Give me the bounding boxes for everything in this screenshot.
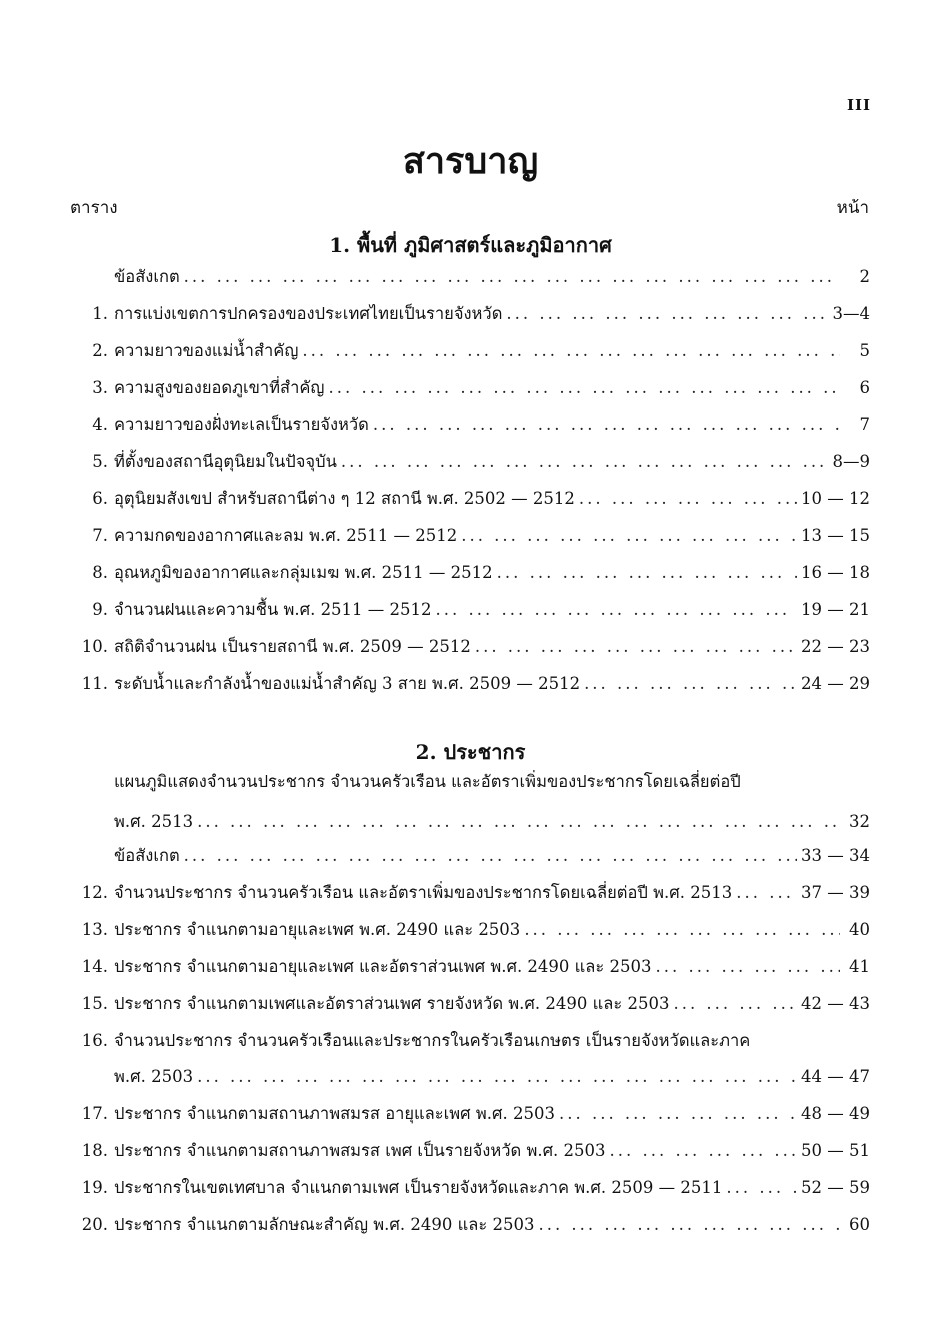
toc-entry-page: 42 — 43 bbox=[801, 994, 870, 1013]
toc-entry[interactable] bbox=[70, 845, 870, 882]
toc-entry-title: อุตุนิยมสังเขป สำหรับสถานีต่าง ๆ 12 สถานี พ.ศ. 2502 — 2512 bbox=[114, 489, 575, 508]
leader-dots bbox=[373, 414, 840, 436]
toc-entry-page: 10 — 12 bbox=[801, 489, 870, 508]
toc-entry-title: ข้อสังเกต bbox=[114, 846, 180, 865]
toc-entry-title: ประชากรในเขตเทศบาล จำแนกตามเพศ เป็นรายจังหวัดและภาค พ.ศ. 2509 — 2511 bbox=[114, 1178, 723, 1197]
leader-dots bbox=[506, 303, 828, 325]
toc-entry-title: ประชากร จำแนกตามสถานภาพสมรส อายุและเพศ พ.ศ. 2503 bbox=[114, 1104, 555, 1123]
toc-entry-number: 14. bbox=[81, 957, 108, 976]
toc-entry-title: แผนภูมิแสดงจำนวนประชากร จำนวนครัวเรือน และอัตราเพิ่มของประชากรโดยเฉลี่ยต่อปี bbox=[114, 772, 741, 791]
toc-entry-title: จำนวนประชากร จำนวนครัวเรือนและประชากรในครัวเรือนเกษตร เป็นรายจังหวัดและภาค bbox=[114, 1031, 751, 1050]
toc-entry-number: 4. bbox=[92, 415, 108, 434]
leader-dots bbox=[656, 956, 840, 978]
toc-entry-page: 5 bbox=[859, 341, 870, 360]
toc-entry-continuation[interactable] bbox=[70, 1066, 870, 1103]
leader-dots bbox=[302, 340, 840, 362]
leader-dots bbox=[559, 1103, 797, 1125]
toc-entry-title: ประชากร จำแนกตามอายุและเพศ พ.ศ. 2490 และ 2503 bbox=[114, 920, 521, 939]
toc-entry-title: ระดับน้ำและกำลังน้ำของแม่น้ำสำคัญ 3 สาย พ.ศ. 2509 — 2512 bbox=[114, 674, 581, 693]
toc-entry-page: 33 — 34 bbox=[801, 846, 870, 865]
leader-dots bbox=[197, 811, 840, 833]
leader-dots bbox=[341, 451, 829, 473]
toc-entry[interactable] bbox=[70, 919, 870, 956]
toc-entry-number: 9. bbox=[92, 600, 108, 619]
leader-dots bbox=[726, 1177, 797, 1199]
toc-entry-page: 7 bbox=[859, 415, 870, 434]
toc-entry-page: 44 — 47 bbox=[801, 1067, 870, 1086]
toc-entry[interactable] bbox=[70, 636, 870, 673]
toc-entry[interactable] bbox=[70, 673, 870, 710]
toc-entry[interactable] bbox=[70, 562, 870, 599]
toc-entry-number: 20. bbox=[81, 1215, 108, 1234]
section-title: 1. พื้นที่ ภูมิศาสตร์และภูมิอากาศ bbox=[329, 233, 612, 257]
column-header-table: ตาราง bbox=[70, 198, 118, 218]
toc-entry-title: ประชากร จำแนกตามอายุและเพศ และอัตราส่วนเพศ พ.ศ. 2490 และ 2503 bbox=[114, 957, 652, 976]
toc-entry-title: พ.ศ. 2503 bbox=[114, 1067, 194, 1086]
toc-entry-page: 48 — 49 bbox=[801, 1104, 870, 1123]
toc-entry[interactable] bbox=[70, 525, 870, 562]
toc-entry-title: พ.ศ. 2513 bbox=[114, 812, 194, 831]
toc-entry-continuation[interactable] bbox=[70, 811, 870, 845]
toc-section-2 bbox=[70, 771, 870, 1251]
section-title: 2. ประชากร bbox=[415, 740, 526, 764]
toc-entry[interactable] bbox=[70, 303, 870, 340]
toc-entry-number: 10. bbox=[81, 637, 108, 656]
page-title: สารบาญ bbox=[402, 140, 539, 182]
toc-entry-number: 7. bbox=[92, 526, 108, 545]
toc-entry-page: 52 — 59 bbox=[801, 1178, 870, 1197]
leader-dots bbox=[579, 488, 797, 510]
toc-entry-title: ความสูงของยอดภูเขาที่สำคัญ bbox=[114, 378, 325, 397]
leader-dots bbox=[328, 377, 840, 399]
toc-entry-page: 41 bbox=[849, 957, 870, 976]
toc-entry-title: ประชากร จำแนกตามเพศและอัตราส่วนเพศ รายจังหวัด พ.ศ. 2490 และ 2503 bbox=[114, 994, 670, 1013]
leader-dots bbox=[497, 562, 797, 584]
column-header-page: หน้า bbox=[836, 198, 869, 218]
toc-entry-number: 6. bbox=[92, 489, 108, 508]
leader-dots bbox=[524, 919, 840, 941]
toc-entry-number: 2. bbox=[92, 341, 108, 360]
toc-entry-number: 15. bbox=[81, 994, 108, 1013]
toc-entry-number: 18. bbox=[81, 1141, 108, 1160]
toc-entry-number: 16. bbox=[81, 1031, 108, 1050]
toc-entry-title: จำนวนฝนและความชื้น พ.ศ. 2511 — 2512 bbox=[114, 600, 432, 619]
leader-dots bbox=[461, 525, 797, 547]
leader-dots bbox=[673, 993, 797, 1015]
toc-entry-page: 19 — 21 bbox=[801, 600, 870, 619]
leader-dots bbox=[184, 845, 797, 867]
toc-entry-number: 13. bbox=[81, 920, 108, 939]
toc-entry[interactable] bbox=[70, 1140, 870, 1177]
toc-entry-number: 12. bbox=[81, 883, 108, 902]
toc-entry-title: ประชากร จำแนกตามลักษณะสำคัญ พ.ศ. 2490 และ 2503 bbox=[114, 1215, 535, 1234]
toc-section-1 bbox=[70, 266, 870, 710]
toc-entry-page: 22 — 23 bbox=[801, 637, 870, 656]
toc-entry-number: 5. bbox=[92, 452, 108, 471]
toc-entry[interactable] bbox=[70, 599, 870, 636]
toc-entry-number: 17. bbox=[81, 1104, 108, 1123]
toc-entry[interactable] bbox=[70, 451, 870, 488]
toc-entry-page: 24 — 29 bbox=[801, 674, 870, 693]
toc-entry[interactable] bbox=[70, 1103, 870, 1140]
toc-entry-title: ความยาวของแม่น้ำสำคัญ bbox=[114, 341, 299, 360]
leader-dots bbox=[436, 599, 797, 621]
toc-entry-page: 40 bbox=[849, 920, 870, 939]
toc-entry-number: 3. bbox=[92, 378, 108, 397]
toc-entry-title: การแบ่งเขตการปกครองของประเทศไทยเป็นรายจังหวัด bbox=[114, 304, 503, 323]
toc-entry-title: สถิติจำนวนฝน เป็นรายสถานี พ.ศ. 2509 — 2512 bbox=[114, 637, 471, 656]
page-number: III bbox=[846, 96, 871, 114]
leader-dots bbox=[184, 266, 840, 288]
leader-dots bbox=[538, 1214, 840, 1236]
toc-entry-title: ความยาวของฝั่งทะเลเป็นรายจังหวัด bbox=[114, 415, 369, 434]
toc-entry-page: 6 bbox=[859, 378, 870, 397]
toc-entry-page: 8—9 bbox=[832, 452, 870, 471]
toc-entry-number: 8. bbox=[92, 563, 108, 582]
leader-dots bbox=[197, 1066, 797, 1088]
toc-entry[interactable] bbox=[70, 882, 870, 919]
toc-entry[interactable] bbox=[70, 1030, 870, 1066]
toc-entry-page: 50 — 51 bbox=[801, 1141, 870, 1160]
toc-entry[interactable] bbox=[70, 1214, 870, 1251]
toc-entry-title: อุณหภูมิของอากาศและกลุ่มเมฆ พ.ศ. 2511 — 2512 bbox=[114, 563, 493, 582]
toc-entry[interactable] bbox=[70, 993, 870, 1030]
toc-entry-page: 13 — 15 bbox=[801, 526, 870, 545]
toc-entry-title: ข้อสังเกต bbox=[114, 267, 180, 286]
toc-entry[interactable] bbox=[70, 340, 870, 377]
toc-entry-number: 19. bbox=[81, 1178, 108, 1197]
leader-dots bbox=[475, 636, 797, 658]
toc-entry[interactable] bbox=[70, 1177, 870, 1214]
toc-entry-page: 16 — 18 bbox=[801, 563, 870, 582]
toc-entry[interactable] bbox=[70, 771, 870, 811]
toc-entry-title: ประชากร จำแนกตามสถานภาพสมรส เพศ เป็นรายจังหวัด พ.ศ. 2503 bbox=[114, 1141, 606, 1160]
leader-dots bbox=[610, 1140, 797, 1162]
leader-dots bbox=[736, 882, 797, 904]
toc-entry-number: 11. bbox=[81, 674, 108, 693]
toc-entry-page: 2 bbox=[859, 267, 870, 286]
toc-entry[interactable] bbox=[70, 488, 870, 525]
leader-dots bbox=[584, 673, 797, 695]
toc-entry[interactable] bbox=[70, 266, 870, 303]
toc-entry-title: ที่ตั้งของสถานีอุตุนิยมในปัจจุบัน bbox=[114, 452, 337, 471]
toc-entry-number: 1. bbox=[92, 304, 108, 323]
toc-entry-page: 3—4 bbox=[832, 304, 870, 323]
toc-entry[interactable] bbox=[70, 377, 870, 414]
toc-entry[interactable] bbox=[70, 414, 870, 451]
toc-entry-title: ความกดของอากาศและลม พ.ศ. 2511 — 2512 bbox=[114, 526, 458, 545]
toc-entry-title: จำนวนประชากร จำนวนครัวเรือน และอัตราเพิ่มของประชากรโดยเฉลี่ยต่อปี พ.ศ. 2513 bbox=[114, 883, 733, 902]
toc-entry-page: 60 bbox=[849, 1215, 870, 1234]
toc-entry[interactable] bbox=[70, 956, 870, 993]
toc-entry-page: 37 — 39 bbox=[801, 883, 870, 902]
toc-entry-page: 32 bbox=[849, 812, 870, 831]
